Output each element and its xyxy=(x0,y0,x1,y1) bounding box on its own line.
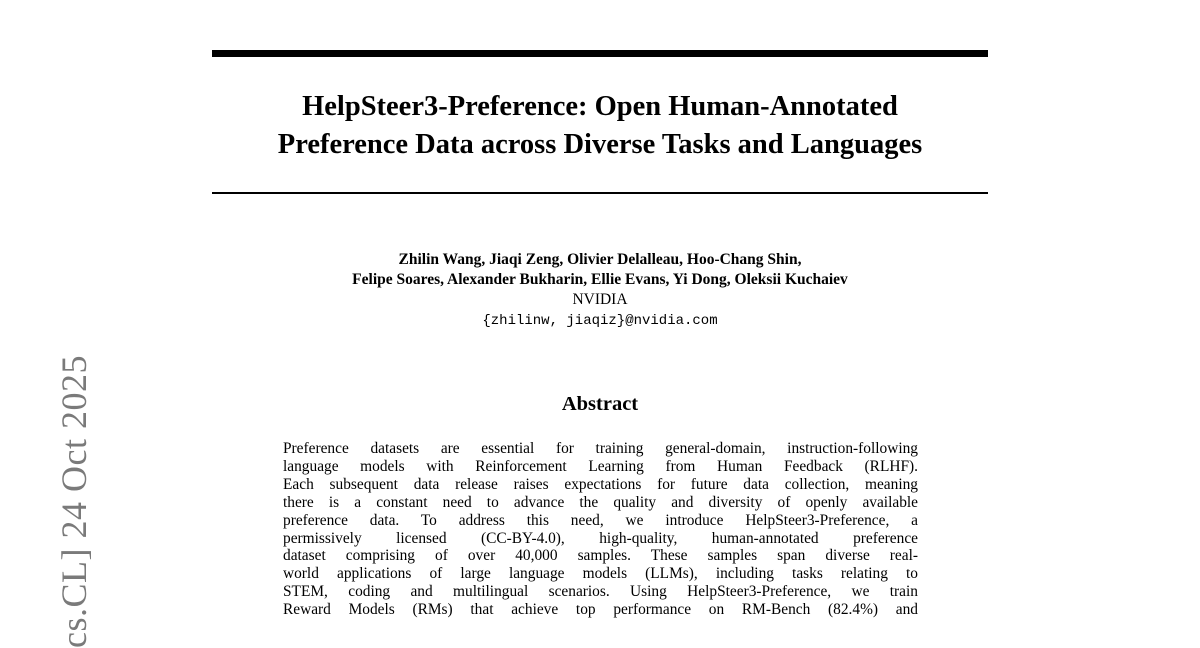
title-top-rule xyxy=(212,50,988,57)
affiliation: NVIDIA xyxy=(572,291,628,308)
abstract-heading: Abstract xyxy=(561,393,639,415)
author-email[interactable]: {zhilinw, jiaqiz}@nvidia.com xyxy=(482,313,718,329)
author-line: Zhilin Wang, Jiaqi Zeng, Olivier Delalleau, Hoo-Chang Shin, xyxy=(398,251,802,268)
abstract-line: dataset comprising of over 40,000 samples. These samples span diverse real- xyxy=(283,547,918,565)
abstract-line: Reward Models (RMs) that achieve top performance on RM-Bench (82.4%) and xyxy=(283,601,918,619)
paper-title xyxy=(212,88,988,164)
author-block xyxy=(212,250,988,332)
abstract-line: preference data. To address this need, we introduce HelpSteer3-Preference, a xyxy=(283,511,918,529)
abstract-line: permissively licensed (CC-BY-4.0), high-quality, human-annotated preference xyxy=(283,529,918,547)
arxiv-identifier-stamp: cs.CL] 24 Oct 2025 xyxy=(54,355,94,648)
abstract-body xyxy=(283,440,918,619)
title-line: HelpSteer3-Preference: Open Human-Annotated xyxy=(302,91,898,122)
abstract-line: Preference datasets are essential for training general-domain, instruction-following xyxy=(283,440,918,457)
author-line: Felipe Soares, Alexander Bukharin, Ellie Evans, Yi Dong, Oleksii Kuchaiev xyxy=(352,271,848,288)
abstract-line: there is a constant need to advance the quality and diversity of openly available xyxy=(283,493,918,511)
title-bottom-rule xyxy=(212,192,988,194)
abstract-line: world applications of large language models (LLMs), including tasks relating to xyxy=(283,565,918,583)
abstract-line: Each subsequent data release raises expectations for future data collection, meaning xyxy=(283,475,918,493)
abstract-line: language models with Reinforcement Learning from Human Feedback (RLHF). xyxy=(283,457,918,475)
abstract-line: STEM, coding and multilingual scenarios. Using HelpSteer3-Preference, we train xyxy=(283,583,918,601)
title-line: Preference Data across Diverse Tasks and Languages xyxy=(277,129,923,160)
